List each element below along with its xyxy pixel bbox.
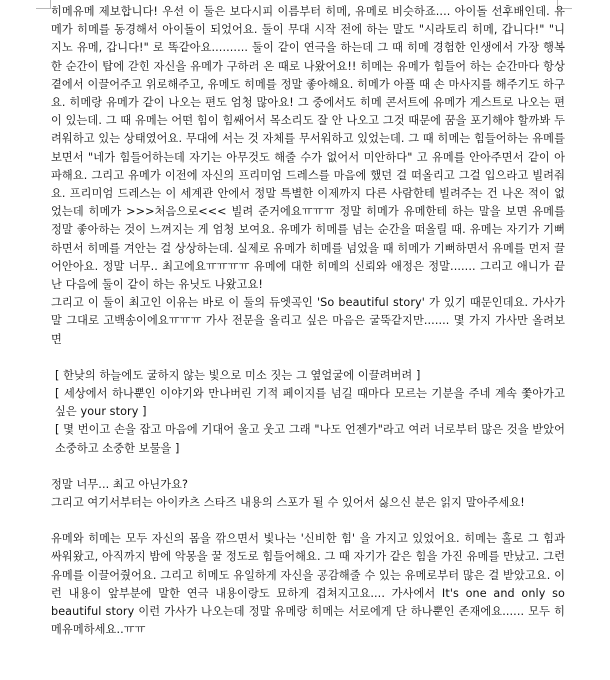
body-paragraph-3: 정말 너무... 최고 아닌가요? 그리고 여기서부터는 아이카츠 스타즈 내용의 스포가 될 수 있어서 싫으신 분은 읽지 말아주세요! <box>51 477 525 510</box>
body-paragraph-4: 유메와 히메는 모두 자신의 몸을 깎으면서 빛나는 '신비한 힘' 을 가지고 있었어요. 히메는 홀로 그 힘과 싸워왔고, 아직까지 밤에 악몽을 꿀 정도로 힘들어해요. 그 때 자기가 같은 힘을 가진 유메를 만났고. 그런 유메를 이끌어줬어요. 그리고 히메도 유일하게 자신을 공감해줄 수 있는 유메로부터 많은 걸 받았고요. 이런 내용이 앞부분에 말한 연극 내용이랑도 묘하게 겹쳐지고요.... 가사에서 It's one and only so beautiful story 이런 가사가 나오는데 정말 유메랑 히메는 서로에게 단 하나뿐인 존재에요...... 모두 히메유메하세요..ㅠㅠ <box>51 532 569 637</box>
body-paragraph-2: 그리고 이 둘이 최고인 이유는 바로 이 둘의 듀엣곡인 'So beautiful story' 가 있기 때문인데요. 가사가 말 그대로 고백송이에요ㅠㅠㅠ 가사 전문을 올리고 싶은 마음은 굴뚝같지만....... 몇 가지 가사만 올려보면 <box>51 296 569 346</box>
blank-line <box>51 349 565 367</box>
margin-corner-mark-left <box>36 0 51 9</box>
lyric-quote-2: [ 세상에서 하나뿐인 이야기와 만나버린 기적 페이지를 넘길 때마다 모르는 기분을 주네 계속 쫓아가고 싶은 your story ] <box>55 387 569 419</box>
lyrics-block <box>51 367 569 458</box>
blank-line <box>51 512 565 530</box>
lyric-quote-3: [ 몇 번이고 손을 잡고 마음에 기대어 울고 웃고 그래 "나도 언젠가"라고 여러 너로부터 많은 것을 받았어 소중하고 소중한 보물을 ] <box>55 423 569 455</box>
lyric-quote-1: [ 한낮의 하늘에도 굴하지 않는 빛으로 미소 짓는 그 옆얼굴에 이끌려버려 ] <box>55 368 421 382</box>
body-paragraph-1: 히메유메 제보합니다! 우선 이 둘은 보다시피 이름부터 히메, 유메로 비슷하죠.... 아이돌 선후배인데. 유메가 히메를 동경해서 아이돌이 되었어요. 둘이 무대 시작 전에 하는 말도 "시라토리 히메, 갑니다!" "니지노 유메, 갑니다!" 로 똑같아요.......... 둘이 같이 연극을 하는데 그 때 히메 경험한 인생에서 가장 행복한 순간이 탑에 갇힌 자신을 유메가 구하러 온 때로 나왔어요!! 히메는 유메가 힘들어 하는 순간마다 항상 곁에서 이끌어주고 위로해주고, 유메도 히메를 정말 좋아해요. 히메가 아플 때 손 마사지를 해주기도 하구요. 히메랑 유메가 같이 나오는 편도 엄청 많아요! 그 중에서도 히메 콘서트에 유메가 게스트로 나오는 편이 있는데. 그 때 유메는 어떤 힘이 힘쌔어서 목소리도 잘 안 나오고 그것 때문에 꿈을 포기해야 할까봐 두려워하고 있는 상태였어요. 무대에 서는 것 자체를 무서워하고 있었는데. 그 때 히메는 힘들어하는 유메를 보면서 "네가 힘들어하는데 자기는 아무것도 해줄 수가 없어서 미안하다" 고 유메를 안아주면서 같이 아파해요. 그리고 유메가 이전에 자신의 프리미엄 드레스를 마음에 했던 걸 떠올리고 그걸 입으라고 빌려줘요. 프리미엄 드레스는 이 세계관 안에서 정말 특별한 이제까지 다른 사람한테 빌려주는 건 나온 적이 없었는데 히메가 >>>처음으로<<< 빌려 준거에요ㅠㅠㅠ 정말 히메가 유메한테 하는 말을 보면 유메를 정말 좋아하는 것이 느껴지는 게 엄청 보여요. 유메가 히메를 넘는 순간을 떠올릴 때. 유메는 자기가 기뻐하면서 히메를 겨안는 걸 상상하는데. 실제로 유메가 히메를 넘었을 때 히메가 기뻐하면서 유메를 먼저 끌어안아요. 정말 너무.. 최고에요ㅠㅠㅠㅠ 유메에 대한 히메의 신뢰와 애정은 정말....... 그리고 애니가 끝난 다음에 둘이 같이 하는 유닛도 나왔고요! <box>51 5 569 292</box>
document-body[interactable] <box>51 3 569 640</box>
blank-line <box>51 458 565 476</box>
